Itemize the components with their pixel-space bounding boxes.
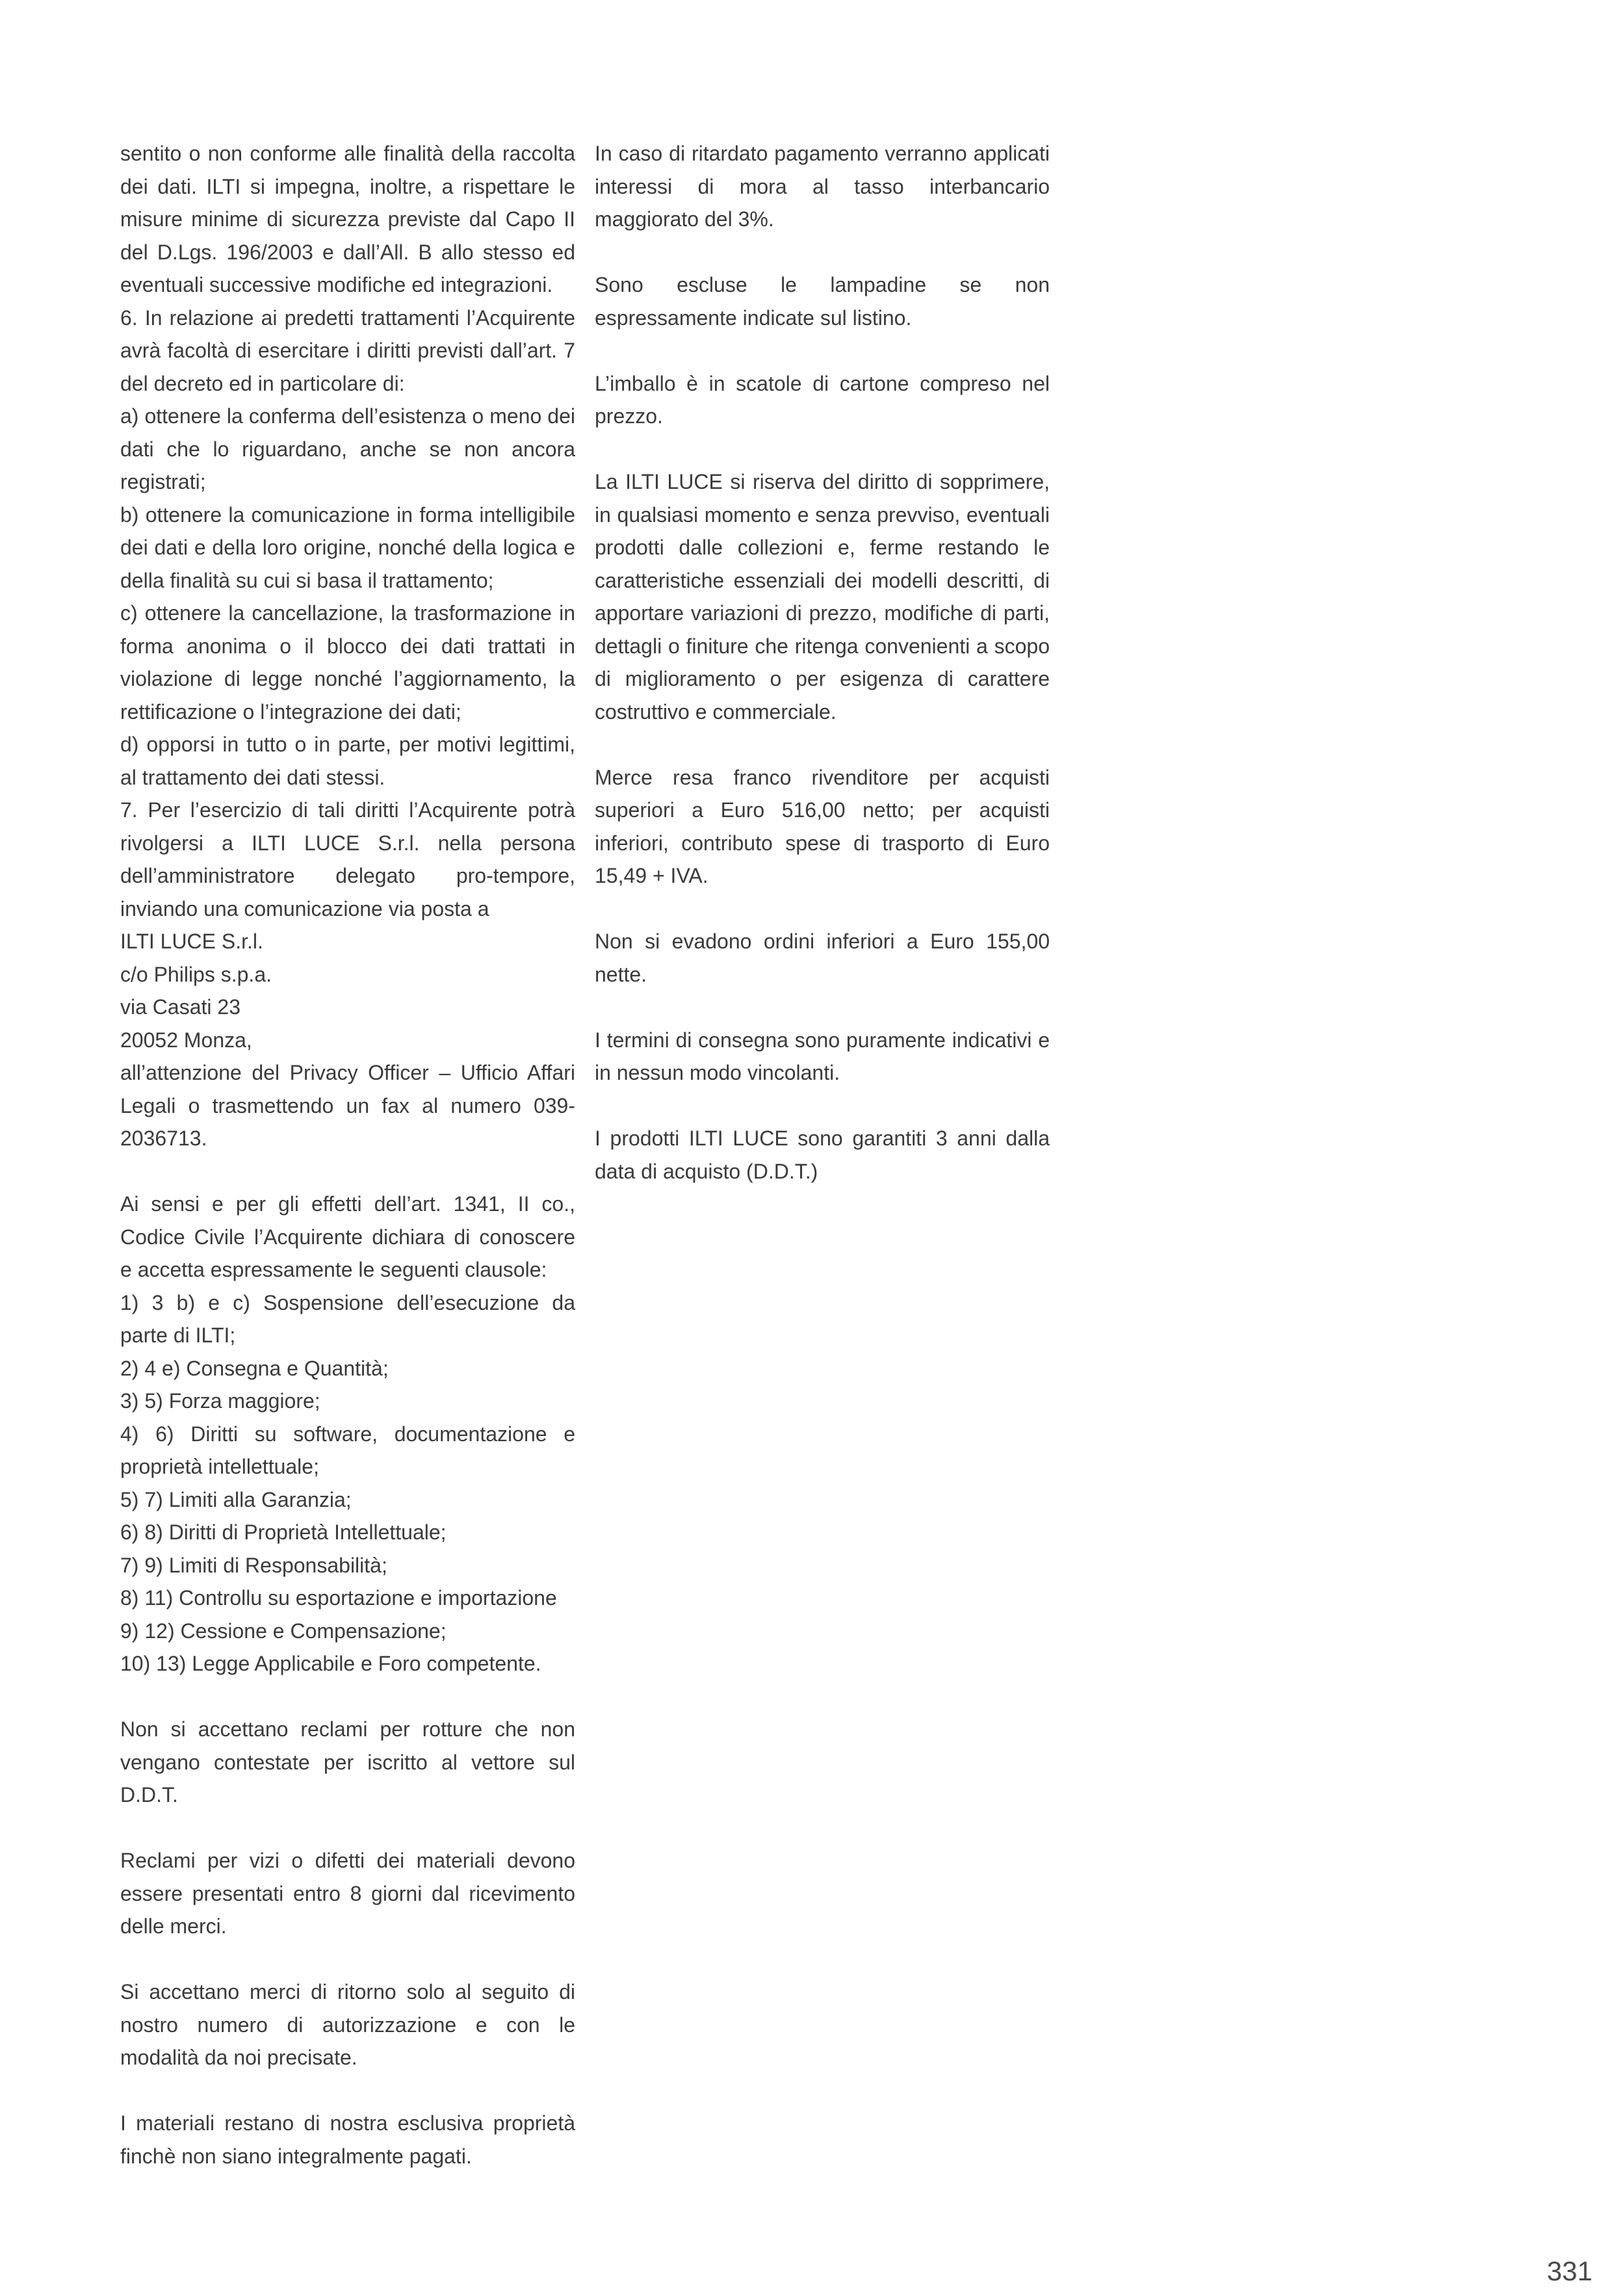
shipping-paragraph: Merce resa franco rivenditore per acquisti superiori a Euro 516,00 netto; per acquisti inferiori, contributo spese di trasporto di Euro 15,49 + IVA.	[595, 765, 1050, 887]
late-payment-paragraph: In caso di ritardato pagamento verranno applicati interessi di mora al tasso interbancario maggiorato del 3%.	[595, 142, 1050, 231]
left-column	[120, 137, 575, 2206]
warranty-paragraph: I prodotti ILTI LUCE sono garantiti 3 anni dalla data di acquisto (D.D.T.)	[595, 1127, 1050, 1183]
clause-item: 4) 6) Diritti su software, documentazione e proprietà intellettuale;	[120, 1422, 575, 1478]
packaging-paragraph: L’imballo è in scatole di cartone compreso nel prezzo.	[595, 371, 1050, 428]
clauses-paragraph	[120, 1188, 575, 1680]
address-line: 20052 Monza,	[120, 1028, 252, 1052]
delivery-terms-paragraph: I termini di consegna sono puramente indicativi e in nessun modo vincolanti.	[595, 1028, 1050, 1084]
address-line: ILTI LUCE S.r.l.	[120, 930, 263, 953]
returns-paragraph: Si accettano merci di ritorno solo al seguito di nostro numero di autorizzazione e con le modalità da noi precisate.	[120, 1980, 575, 2069]
clause-item: 7) 9) Limiti di Responsabilità;	[120, 1553, 387, 1577]
text-line: b) ottenere la comunicazione in forma intelligibile dei dati e della loro origine, nonché della logica e della finalità su cui si basa il trattamento;	[120, 502, 575, 592]
text-line: 7. Per l’esercizio di tali diritti l’Acquirente potrà rivolgersi a ILTI LUCE S.r.l. nella persona dell’amministratore delegato pro-tempore, inviando una comunicazione via posta a	[120, 798, 575, 920]
page-number: 331	[1546, 2256, 1592, 2286]
clause-item: 3) 5) Forza maggiore;	[120, 1389, 320, 1413]
text-line: 6. In relazione ai predetti trattamenti l’Acquirente avrà facoltà di esercitare i diritti previsti dall’art. 7 del decreto ed in particolare di:	[120, 306, 575, 395]
clause-item: 6) 8) Diritti di Proprietà Intellettuale;	[120, 1520, 447, 1544]
address-line: c/o Philips s.p.a.	[120, 962, 272, 986]
clause-item: 9) 12) Cessione e Compensazione;	[120, 1619, 447, 1643]
clause-item: 5) 7) Limiti alla Garanzia;	[120, 1487, 352, 1511]
breakage-claims-paragraph: Non si accettano reclami per rotture che non vengano contestate per iscritto al vettore sul D.D.T.	[120, 1717, 575, 1807]
defect-claims-paragraph: Reclami per vizi o difetti dei materiali devono essere presentati entro 8 giorni dal ricevimento delle merci.	[120, 1849, 575, 1938]
text-line: c) ottenere la cancellazione, la trasformazione in forma anonima o il blocco dei dati trattati in violazione di legge nonché l’aggiornamento, la rettificazione o l’integrazione dei dati;	[120, 601, 575, 724]
clause-item: 10) 13) Legge Applicabile e Foro competente.	[120, 1652, 541, 1675]
text-line: all’attenzione del Privacy Officer – Ufficio Affari Legali o trasmettendo un fax al numero 039-2036713.	[120, 1061, 575, 1150]
text-line: a) ottenere la conferma dell’esistenza o meno dei dati che lo riguardano, anche se non ancora registrati;	[120, 404, 575, 493]
right-column	[595, 137, 1050, 1221]
bulbs-excluded-paragraph: Sono escluse le lampadine se non espressamente indicate sul listino.	[595, 273, 1050, 330]
ownership-paragraph: I materiali restano di nostra esclusiva proprietà finchè non siano integralmente pagati.	[120, 2111, 575, 2168]
address-line: via Casati 23	[120, 995, 240, 1019]
text-line: sentito o non conforme alle finalità della raccolta dei dati. ILTI si impegna, inoltre, a rispettare le misure minime di sicurezza previste dal Capo II del D.Lgs. 196/2003 e dall’All. B allo stesso ed eventuali successive modifiche ed integrazioni.	[120, 142, 575, 296]
modifications-paragraph: La ILTI LUCE si riserva del diritto di sopprimere, in qualsiasi momento e senza prevviso, eventuali prodotti dalle collezioni e, ferme restando le caratteristiche essenziali dei modelli descritti, di apportare variazioni di prezzo, modifiche di parti, dettagli o finiture che ritenga convenienti a scopo di miglioramento o per esigenza di carattere costruttivo e commerciale.	[595, 470, 1050, 724]
clause-item: 1) 3 b) e c) Sospensione dell’esecuzione da parte di ILTI;	[120, 1290, 575, 1347]
clause-item: 2) 4 e) Consegna e Quantità;	[120, 1356, 389, 1380]
clause-item: 8) 11) Controllu su esportazione e importazione	[120, 1586, 557, 1610]
text-line: Ai sensi e per gli effetti dell’art. 1341, II co., Codice Civile l’Acquirente dichiara di conoscere e accetta espressamente le seguenti clausole:	[120, 1192, 575, 1281]
text-line: d) opporsi in tutto o in parte, per motivi legittimi, al trattamento dei dati stessi.	[120, 733, 575, 789]
privacy-rights-paragraph	[120, 137, 575, 1155]
minimum-order-paragraph: Non si evadono ordini inferiori a Euro 155,00 nette.	[595, 930, 1050, 986]
